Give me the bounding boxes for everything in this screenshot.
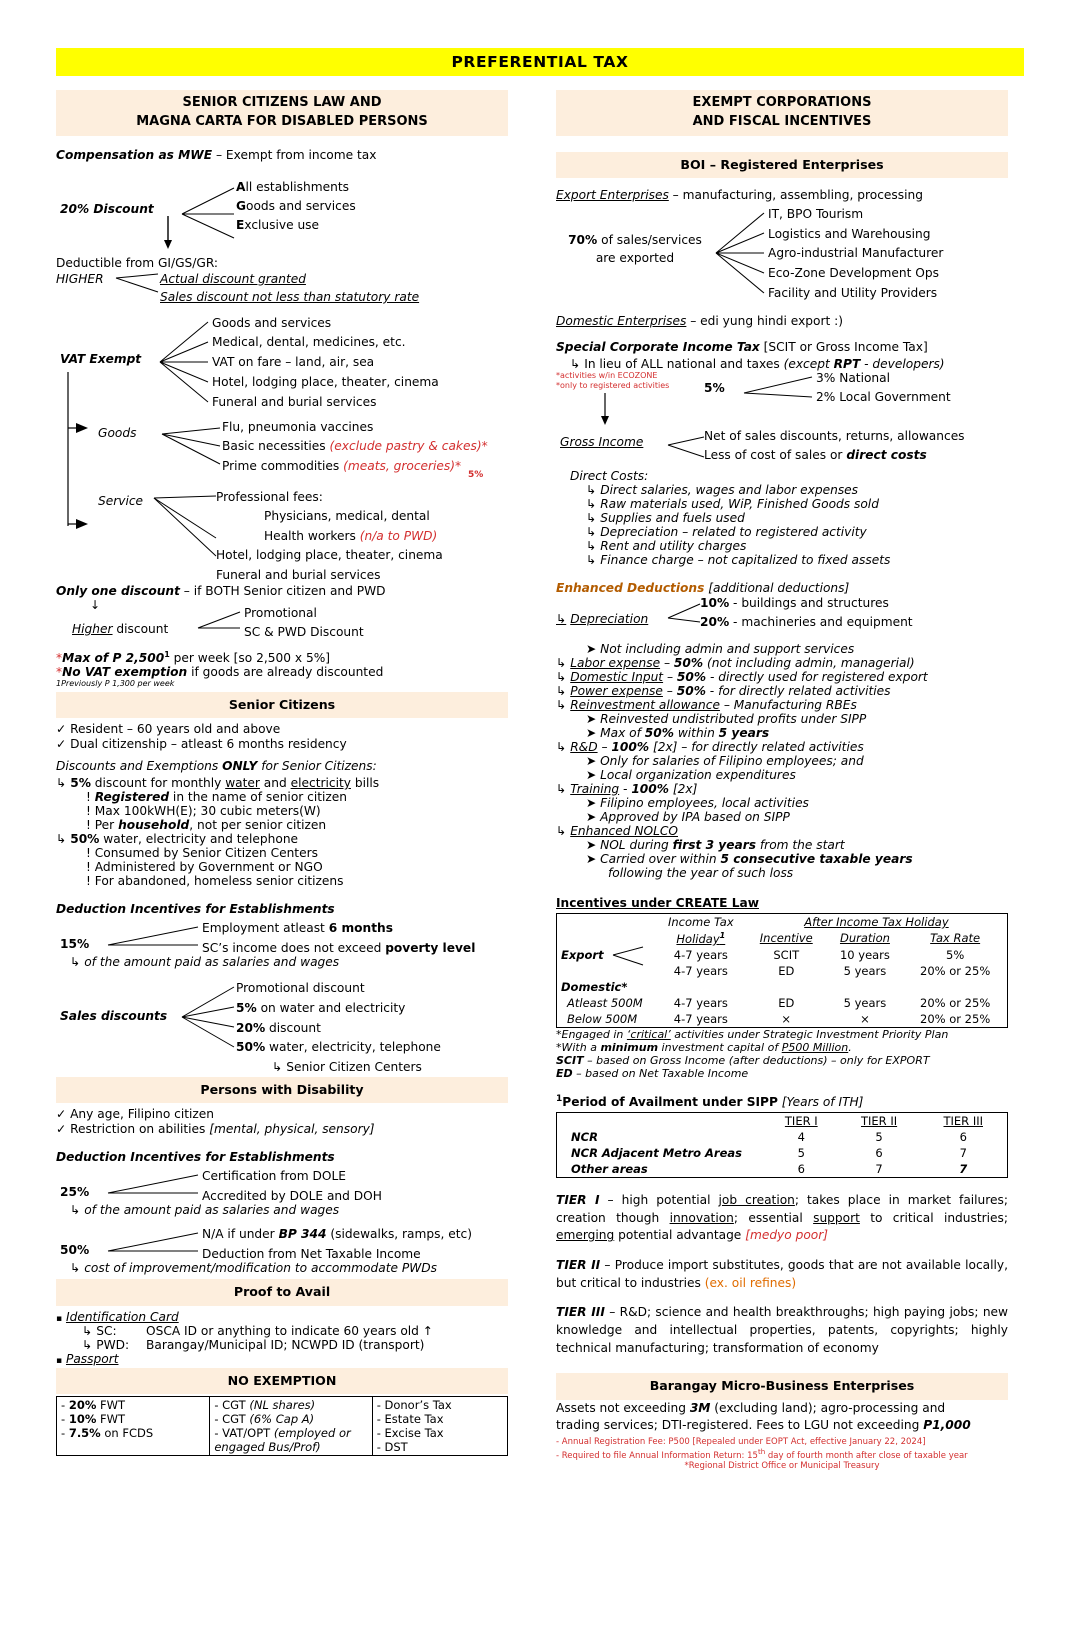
sales-discounts-items — [236, 979, 441, 1078]
create-r3-c4: 20% or 25% — [920, 995, 991, 1010]
pwd-check-1: ✓ Restriction on abilities [mental, physical, sensory] — [56, 1122, 375, 1137]
boi-band: BOI – Registered Enterprises — [556, 152, 1008, 178]
direct-cost-3: ↳ Depreciation – related to registered activity — [586, 525, 1008, 539]
brace-lines — [178, 184, 238, 242]
enhanced-reinvestment: ↳ Reinvestment allowance – Manufacturing RBEs — [556, 698, 1008, 712]
sales-discounts-label: Sales discounts — [60, 1009, 168, 1023]
disc-50-sub-1: ! Administered by Government or NGO — [86, 860, 323, 874]
service-item-0: Professional fees: — [216, 489, 323, 504]
create-r4-c2: × — [781, 1011, 792, 1026]
left-header-line2: MAGNA CARTA FOR DISABLED PERSONS — [136, 113, 428, 129]
create-r1-c1: 4-7 years — [673, 963, 728, 978]
create-title: Incentives under CREATE Law — [556, 895, 759, 910]
deductible-option-1: Sales discount not less than statutory rate — [160, 289, 420, 304]
enhanced-reinvestment-sub-0: ➤ Reinvested undistributed profits under SIPP — [586, 711, 867, 726]
sipp-r0-v2: 6 — [959, 1129, 967, 1144]
table-row — [557, 947, 1008, 963]
create-r4-label: Below 500M — [567, 1011, 638, 1026]
goods-items — [222, 418, 488, 477]
gross-income-section — [556, 427, 1008, 469]
create-head-duration: Duration — [839, 931, 890, 946]
sales-discounts-section — [56, 979, 508, 1073]
sipp-r0-v0: 4 — [797, 1129, 805, 1144]
direct-cost-0: ↳ Direct salaries, wages and labor expenses — [586, 483, 1008, 497]
create-r1-c2: ED — [778, 963, 795, 978]
pwd-checks — [56, 1107, 508, 1136]
scit-note-1: *activities w/in ECOZONE — [556, 370, 658, 380]
vat-exempt-items — [212, 314, 439, 413]
create-r0-c3: 10 years — [839, 947, 890, 962]
scit-5-section — [556, 371, 1008, 427]
no-exemption-c3-2: - Excise Tax — [376, 1425, 444, 1440]
enhanced-dep-items — [700, 594, 913, 633]
scit-5-items — [816, 369, 951, 408]
create-note-2: SCIT – based on Gross Income (after deductions) – only for EXPORT — [556, 1053, 930, 1067]
sales-discount-item-1: 5% on water and electricity — [236, 1000, 406, 1015]
pwd-check-0: ✓ Any age, Filipino citizen — [56, 1107, 215, 1122]
only-one-options — [244, 604, 364, 642]
create-r3-label: Atleast 500M — [567, 995, 643, 1010]
scit-5-brace — [742, 375, 816, 411]
pct25-items — [202, 1167, 382, 1206]
no-exemption-c1-0: - 20% FWT — [61, 1397, 126, 1412]
create-r1-c4: 20% or 25% — [920, 963, 991, 978]
mwe-label: Compensation as MWE — [56, 147, 213, 162]
max-note: *Max of P 2,500$^1$ per week [so 2,500 x 5%] — [56, 649, 331, 665]
sales-discount-item-3: 50% water, electricity, telephone — [236, 1040, 441, 1055]
create-r4-c1: 4-7 years — [673, 1011, 728, 1026]
bmbe-line-1: Assets not exceeding 3M (excluding land); agro-processing and — [556, 1400, 946, 1415]
novat-note: *No VAT exemption if goods are already discounted — [56, 664, 384, 679]
pct15-items — [202, 919, 475, 958]
gross-income-brace — [666, 431, 708, 465]
vat-exempt-section — [56, 314, 508, 418]
create-r0-c2: SCIT — [773, 947, 800, 962]
sipp-r2-label: Other areas — [571, 1161, 648, 1176]
create-table — [556, 913, 1008, 1028]
tier-3-paragraph: TIER III – R&D; science and health breakthroughs; high paying jobs; new knowledge and intellectual properties, patents, copyrights; highly technical manufacturing; transformation of economy — [556, 1305, 1009, 1355]
no-exemption-c1-1: - 10% FWT — [61, 1411, 126, 1426]
vat-exempt-brace — [156, 318, 212, 410]
pct25-label: 25% — [60, 1185, 90, 1200]
ded-incentives-title: Deduction Incentives for Establishments — [56, 902, 335, 916]
scit-title: Special Corporate Income Tax [SCIT or Gross Income Tax] — [556, 339, 928, 354]
create-note-3: ED – based on Net Taxable Income — [556, 1066, 749, 1080]
gross-income-items — [704, 427, 965, 466]
pct15-section — [56, 919, 508, 971]
sipp-r1-v0: 5 — [797, 1145, 805, 1160]
create-r4-c3: × — [860, 1011, 870, 1026]
discount-20-items — [236, 178, 356, 235]
create-row-export-label: Export — [557, 947, 656, 963]
export-enterprises-line: Export Enterprises – manufacturing, assembling, processing — [556, 187, 923, 202]
disc-50-sub-0: ! Consumed by Senior Citizen Centers — [86, 846, 318, 860]
footnote-1: 1Previously P 1,300 per week — [56, 678, 175, 688]
vat-exempt-label: VAT Exempt — [60, 351, 142, 366]
deductible-title: Deductible from GI/GS/GR: — [56, 255, 219, 270]
gross-income-label: Gross Income — [560, 434, 644, 449]
sipp-r1-label: NCR Adjacent Metro Areas — [571, 1145, 743, 1160]
direct-cost-1: ↳ Raw materials used, WiP, Finished Goods sold — [586, 497, 1008, 511]
pct50-item-1: Deduction from Net Taxable Income — [202, 1246, 421, 1261]
vat-exempt-item-1: Medical, dental, medicines, etc. — [212, 335, 406, 350]
enhanced-dep-a: 10% - buildings and structures — [700, 595, 889, 610]
pwd-band: Persons with Disability — [56, 1077, 508, 1103]
sipp-table — [556, 1112, 1008, 1178]
create-head-holiday: Holiday$^1$ — [676, 930, 726, 946]
pct70-brace — [712, 209, 768, 301]
create-note-1: *With a minimum investment capital of P500 Million. — [556, 1040, 852, 1054]
disc-50-line: ↳ 50% water, electricity and telephone — [56, 832, 508, 846]
only-one-line: Only one discount – if BOTH Senior citizen and PWD — [56, 583, 386, 598]
enhanced-dep-b: 20% - machineries and equipment — [700, 615, 913, 630]
sipp-head-t3: TIER III — [943, 1113, 983, 1128]
proof-section — [56, 1310, 508, 1366]
senior-citizens-band: Senior Citizens — [56, 692, 508, 718]
goods-item-1: Basic necessities (exclude pastry & cakes)* — [222, 439, 488, 454]
sales-discount-item-2: 20% discount — [236, 1020, 321, 1035]
enhanced-training-sub-0: ➤ Filipino employees, local activities — [586, 795, 809, 810]
vat-exempt-item-2: VAT on fare – land, air, sea — [212, 355, 375, 370]
create-r4-c4: 20% or 25% — [920, 1011, 991, 1026]
pct70-item-2: Agro-industrial Manufacturer — [768, 246, 944, 261]
pct15-item-1: SC’s income does not exceed poverty level — [202, 940, 476, 955]
goods-brace — [160, 424, 224, 472]
no-exemption-c2-0: - CGT (NL shares) — [214, 1397, 316, 1412]
enhanced-deductions-title: Enhanced Deductions [additional deductions] — [556, 580, 850, 595]
sipp-r0-label: NCR — [571, 1129, 598, 1144]
pct50-label: 50% — [60, 1243, 90, 1258]
direct-cost-2: ↳ Supplies and fuels used — [586, 511, 1008, 525]
create-row-domestic-label: Domestic* — [561, 979, 628, 994]
enhanced-reinvestment-sub-1: ➤ Max of 50% within 5 years — [586, 725, 770, 740]
enhanced-nolco-sub-1: ➤ Carried over within 5 consecutive taxable years — [586, 851, 913, 866]
only-one-option-1: SC & PWD Discount — [244, 624, 364, 639]
pct70-item-3: Eco-Zone Development Ops — [768, 266, 939, 281]
bmbe-red-1: - Annual Registration Fee: P500 [Repealed under EOPT Act, effective January 22, 2024] — [556, 1436, 926, 1447]
enhanced-dep-brace — [664, 600, 704, 634]
sipp-head-t1: TIER I — [784, 1113, 818, 1128]
deductible-section — [56, 256, 508, 310]
no-exemption-col-3 — [372, 1396, 507, 1455]
goods-service-section — [56, 418, 508, 582]
sales-discount-sub: ↳ Senior Citizen Centers — [272, 1058, 441, 1078]
page-title: PREFERENTIAL TAX — [56, 48, 1024, 76]
pct50-brace — [106, 1229, 202, 1265]
enhanced-nolco-sub-1b: following the year of such loss — [608, 865, 794, 880]
enhanced-nolco: ↳ Enhanced NOLCO — [556, 824, 1008, 838]
enhanced-rd: ↳ R&D – 100% [2x] – for directly related activities — [556, 740, 1008, 754]
service-item-4: Funeral and burial services — [216, 567, 381, 582]
right-header-line1: EXEMPT CORPORATIONS — [692, 95, 872, 110]
service-item-1: Physicians, medical, dental — [264, 509, 430, 524]
pct25-item-0: Certification from DOLE — [202, 1169, 346, 1184]
no-exemption-band: NO EXEMPTION — [56, 1368, 508, 1394]
discount-20-item-1: Goods and services — [236, 198, 356, 213]
right-header — [556, 90, 1008, 136]
left-column — [56, 90, 508, 1471]
proof-pwd-line: ↳ PWD: Barangay/Municipal ID; NCWPD ID (transport) — [82, 1338, 508, 1352]
down-arrow-icon — [161, 216, 175, 250]
no-exemption-c2-2: - VAT/OPT (employed or engaged Bus/Prof) — [214, 1425, 351, 1454]
service-items — [216, 488, 443, 586]
pct25-section — [56, 1167, 508, 1217]
senior-check-0: ✓ Resident – 60 years old and above — [56, 722, 281, 736]
service-label: Service — [98, 493, 144, 508]
scit-split-1: 2% Local Government — [816, 390, 951, 405]
sipp-r1-v1: 6 — [875, 1145, 883, 1160]
pct70-label: 70% of sales/services are exported — [568, 232, 702, 266]
enhanced-rd-sub-1: ➤ Local organization expenditures — [586, 767, 796, 782]
right-header-line2: AND FISCAL INCENTIVES — [692, 113, 872, 129]
higher-label: HIGHER — [56, 271, 104, 286]
table-row — [557, 1129, 1008, 1145]
service-item-2: Health workers (n/a to PWD) — [264, 528, 438, 543]
left-header — [56, 90, 508, 136]
create-r3-c1: 4-7 years — [673, 995, 728, 1010]
no-exemption-c1-2: - 7.5% on FCDS — [61, 1425, 154, 1440]
domestic-enterprises-line: Domestic Enterprises – edi yung hindi export :) — [556, 313, 843, 328]
senior-check-1: ✓ Dual citizenship – atleast 6 months residency — [56, 737, 347, 751]
pct50-item-0: N/A if under BP 344 (sidewalks, ramps, etc) — [202, 1227, 472, 1242]
pct70-items — [768, 205, 943, 304]
sipp-r2-v1: 7 — [875, 1161, 883, 1176]
scit-5-label: 5% — [704, 380, 725, 395]
create-note-0: *Engaged in ‘critical’ activities under Strategic Investment Priority Plan — [556, 1027, 949, 1041]
discount-20-section — [56, 174, 508, 250]
sipp-r2-v0: 6 — [797, 1161, 805, 1176]
create-r0-c1: 4-7 years — [673, 947, 728, 962]
service-item-3: Hotel, lodging place, theater, cinema — [216, 548, 443, 563]
enhanced-labor: ↳ Labor expense – 50% (not including admin, managerial) — [556, 656, 1008, 670]
pct70-item-0: IT, BPO Tourism — [768, 206, 864, 221]
create-head-top — [557, 913, 1008, 930]
discount-20-label: 20% Discount — [60, 201, 154, 216]
sipp-head — [557, 1112, 1008, 1129]
gross-income-item-0: Net of sales discounts, returns, allowances — [704, 428, 965, 443]
proof-sc-line: ↳ SC: OSCA ID or anything to indicate 60 years old ↑ — [82, 1324, 508, 1338]
pct50-section — [56, 1225, 508, 1279]
enhanced-rd-sub-0: ➤ Only for salaries of Filipino employees; and — [586, 753, 864, 768]
two-column-layout — [56, 90, 1024, 1471]
direct-cost-5: ↳ Finance charge – not capitalized to fixed assets — [586, 553, 1008, 567]
scit-note-2: *only to registered activities — [556, 380, 670, 390]
pct15-brace — [106, 923, 202, 959]
no-exemption-col-2 — [210, 1396, 372, 1455]
deductible-option-0: Actual discount granted — [160, 271, 306, 286]
left-header-line1: SENIOR CITIZENS LAW AND — [182, 95, 382, 110]
deductible-options — [160, 270, 419, 307]
bmbe-red-3: *Regional District Office or Municipal Treasury — [684, 1460, 880, 1471]
no-exemption-c3-0: - Donor’s Tax — [376, 1397, 452, 1412]
sales-discounts-brace — [180, 983, 238, 1055]
enhanced-depreciation-section — [556, 595, 1008, 642]
enhanced-training: ↳ Training - 100% [2x] — [556, 782, 1008, 796]
bmbe-red-2: - Required to file Annual Information Return: 15th day of fourth month after close of taxable year — [556, 1446, 968, 1461]
sipp-r2-v2: 7 — [959, 1161, 968, 1176]
pct70-item-1: Logistics and Warehousing — [768, 226, 931, 241]
goods-item-0: Flu, pneumonia vaccines — [222, 419, 374, 434]
scit-sub: ↳ In lieu of ALL national and taxes (except RPT - developers) — [570, 357, 1008, 371]
no-exemption-c3-3: - DST — [376, 1439, 408, 1454]
table-row — [557, 1161, 1008, 1178]
create-r0-c4: 5% — [946, 947, 965, 962]
goods-service-connector — [64, 366, 104, 534]
pct25-item-1: Accredited by DOLE and DOH — [202, 1188, 382, 1203]
table-row — [57, 1396, 508, 1455]
enhanced-dep-sub: ➤ Not including admin and support services — [586, 641, 855, 656]
create-head-c2: After Income Tax Holiday — [804, 914, 949, 929]
proof-passport-line: ▪ Passport — [56, 1351, 119, 1366]
pct25-sub: ↳ of the amount paid as salaries and wages — [70, 1203, 339, 1217]
disc-5-sub-0: ! Registered in the name of senior citizen — [86, 790, 348, 804]
disc-5-line: ↳ 5% discount for monthly water and electricity bills — [56, 776, 508, 790]
goods-item-2: Prime commodities (meats, groceries)* — [222, 458, 462, 473]
create-head-taxrate: Tax Rate — [930, 931, 981, 946]
discount-20-item-0: All establishments — [236, 179, 349, 194]
vat-exempt-item-0: Goods and services — [212, 315, 332, 330]
export-brace — [609, 945, 649, 971]
mwe-section — [56, 148, 508, 162]
proof-band: Proof to Avail — [56, 1279, 508, 1305]
enhanced-dep-label: ↳ Depreciation — [556, 612, 648, 626]
create-r3-c3: 5 years — [843, 995, 887, 1010]
no-exemption-c2-1: - CGT (6% Cap A) — [214, 1411, 315, 1426]
no-exemption-col-1 — [57, 1396, 210, 1455]
vat-exempt-item-3: Hotel, lodging place, theater, cinema — [212, 374, 439, 389]
disc-50-sub-2: ! For abandoned, homeless senior citizens — [86, 874, 344, 888]
enhanced-domestic-input: ↳ Domestic Input – 50% - directly used for registered export — [556, 670, 1008, 684]
only-one-option-0: Promotional — [244, 605, 317, 620]
direct-cost-4: ↳ Rent and utility charges — [586, 539, 1008, 553]
no-exemption-c3-1: - Estate Tax — [376, 1411, 444, 1426]
senior-checks — [56, 722, 508, 751]
disc-5-sub-2: ! Per household, not per senior citizen — [86, 818, 327, 832]
create-head-c1: Income Tax — [667, 914, 734, 929]
sipp-title: $^1$Period of Availment under SIPP [Years of ITH] — [556, 1093, 864, 1109]
create-r3-c2: ED — [778, 995, 795, 1010]
mwe-rest: – Exempt from income tax — [212, 147, 377, 162]
table-row — [557, 1011, 1008, 1028]
bmbe-band: Barangay Micro-Business Enterprises — [556, 1373, 1008, 1399]
pct50-sub: ↳ cost of improvement/modification to accommodate PWDs — [70, 1261, 437, 1275]
enhanced-nolco-sub-0: ➤ NOL during first 3 years from the start — [586, 837, 845, 852]
create-head-incentive: Incentive — [759, 931, 813, 946]
gross-income-item-1: Less of cost of sales or direct costs — [704, 448, 927, 463]
pct50-items — [202, 1225, 472, 1264]
no-exemption-table — [56, 1396, 508, 1456]
table-row — [557, 979, 1008, 995]
pct25-brace — [106, 1171, 202, 1207]
only-one-discount-section — [56, 584, 508, 650]
tier-1-paragraph: TIER I – high potential job creation; takes place in market failures; creation though innovation; essential support to critical industries; emerging potential advantage [medyo poor] — [556, 1192, 1008, 1243]
service-brace — [152, 490, 220, 562]
scit-down-arrow-icon — [596, 393, 616, 427]
sales-discount-item-0: Promotional discount — [236, 981, 365, 995]
pct15-sub: ↳ of the amount paid as salaries and wages — [70, 955, 339, 969]
bmbe-line-2: trading services; DTI-registered. Fees to LGU not exceeding P1,000 — [556, 1418, 971, 1433]
only-one-brace — [196, 608, 244, 642]
enhanced-power: ↳ Power expense – 50% - for directly related activities — [556, 684, 1008, 698]
higher-discount-line: Higher discount — [72, 621, 169, 636]
down-arrow-glyph: ↓ — [90, 597, 101, 612]
goods-note: 5% — [468, 469, 484, 480]
right-column — [556, 90, 1008, 1471]
discounts-exemptions-title: Discounts and Exemptions ONLY for Senior Citizens: — [56, 759, 377, 773]
proof-id-line: ▪ Identification Card — [56, 1309, 179, 1324]
table-row — [557, 995, 1008, 1011]
discount-20-item-2: Exclusive use — [236, 217, 320, 232]
sipp-r0-v1: 5 — [875, 1129, 883, 1144]
sipp-head-t2: TIER II — [860, 1113, 898, 1128]
vat-exempt-item-4: Funeral and burial services — [212, 394, 377, 409]
pct70-section — [556, 205, 1008, 311]
create-r1-c3: 5 years — [843, 963, 887, 978]
pct70-item-4: Facility and Utility Providers — [768, 286, 938, 300]
pct15-label: 15% — [60, 937, 90, 951]
tier-2-paragraph: TIER II – Produce import substitutes, goods that are not available locally, but critical to industries (ex. oil refines) — [556, 1257, 1009, 1290]
deductible-brace — [114, 270, 162, 304]
sipp-r1-v2: 7 — [959, 1145, 967, 1160]
pct15-item-0: Employment atleast 6 months — [202, 921, 393, 935]
direct-costs-title: Direct Costs: — [570, 468, 649, 483]
scit-split-0: 3% National — [816, 370, 890, 385]
disc-5-sub-1: ! Max 100kWH(E); 30 cubic meters(W) — [86, 804, 321, 818]
enhanced-training-sub-1: ➤ Approved by IPA based on SIPP — [586, 809, 790, 824]
goods-label: Goods — [98, 425, 137, 440]
table-row — [557, 1145, 1008, 1161]
pwd-ded-title: Deduction Incentives for Establishments — [56, 1150, 335, 1165]
